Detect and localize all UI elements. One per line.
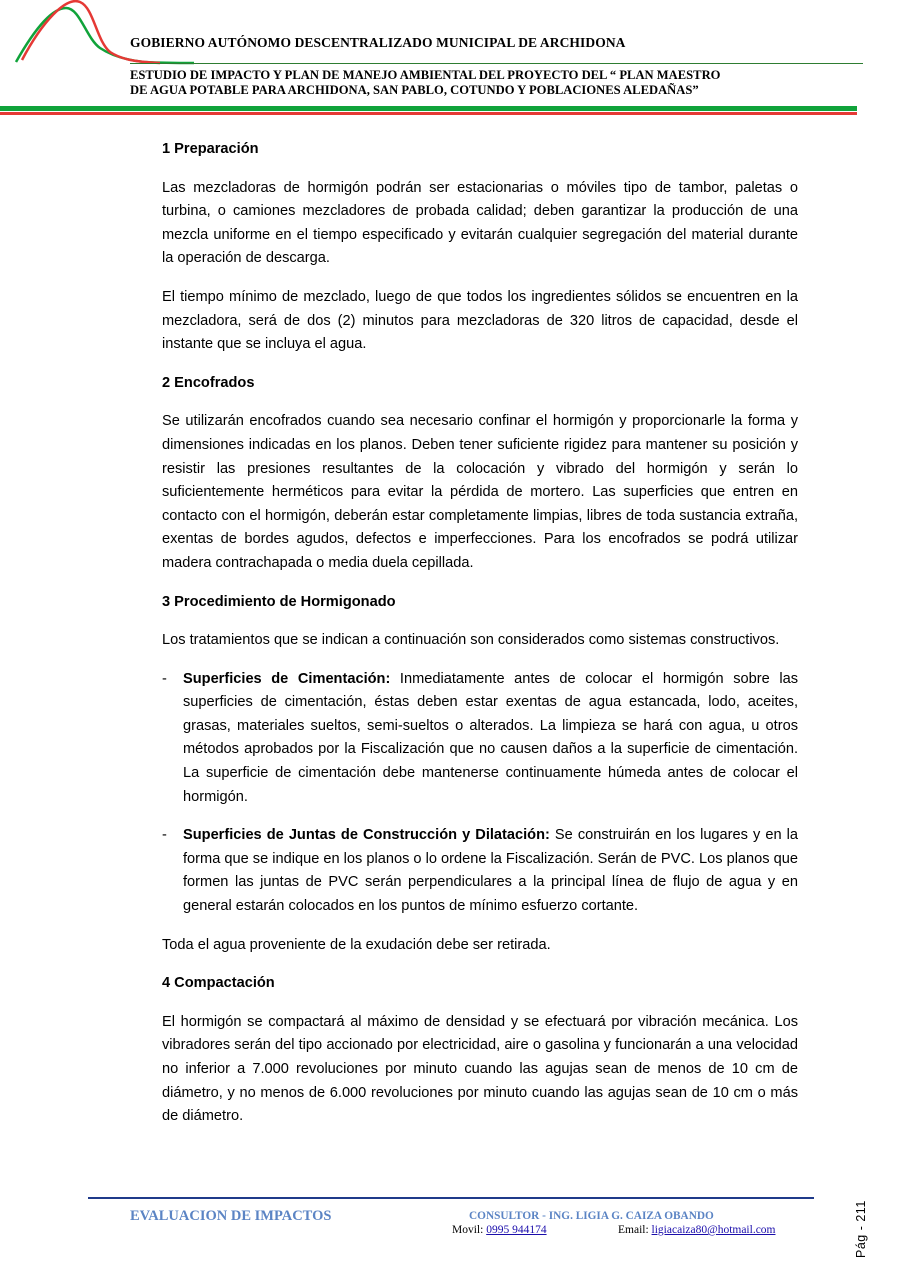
email-label: Email: (618, 1224, 652, 1236)
footer-section-name: EVALUACION DE IMPACTOS (130, 1208, 332, 1224)
list-item-term: Superficies de Cimentación: (183, 670, 391, 687)
section-heading-compactacion: 4 Compactación (162, 975, 275, 992)
header-green-band (0, 106, 857, 111)
page-number: Pág - 211 (854, 1200, 868, 1258)
paragraph: Toda el agua proveniente de la exudación debe ser retirada. (162, 936, 551, 953)
paragraph: El hormigón se compactará al máximo de densidad y se efectuará por vibración mecánica. Los vibradores serán del tipo accionado por electricidad, aire o gasolina y funcionarán a una velocidad no inferior a 7.000 revoluciones por minuto cuando las agujas sean de menos de 10 cm de diámetro, y no menos de 6.000 revoluciones por minuto cuando las agujas sean de 10 cm o más de diámetro. (162, 1013, 798, 1125)
header-subtitle (130, 68, 830, 98)
list-dash: - (162, 670, 167, 687)
email-link[interactable]: ligiacaiza80@hotmail.com (651, 1224, 776, 1236)
footer-contacts (452, 1224, 776, 1236)
paragraph: Los tratamientos que se indican a continuación son considerados como sistemas constructivos. (162, 632, 780, 649)
section-heading-encofrados: 2 Encofrados (162, 374, 255, 391)
list-item-term: Superficies de Juntas de Construcción y Dilatación: (183, 827, 550, 844)
header-red-band (0, 112, 857, 115)
header-title: GOBIERNO AUTÓNOMO DESCENTRALIZADO MUNICIPAL DE ARCHIDONA (130, 35, 626, 50)
footer-divider (88, 1197, 814, 1199)
paragraph: Las mezcladoras de hormigón podrán ser estacionarias o móviles tipo de tambor, paletas o turbina, o camiones mezcladores de probada calidad; deben garantizar la producción de una mezcla uniforme en el tiempo especificado y evitarán cualquier segregación del material durante la operación de descarga. (162, 179, 798, 267)
list-item (162, 668, 798, 810)
movil-link[interactable]: 0995 944174 (486, 1224, 547, 1236)
logo-red-wave (22, 1, 160, 63)
header-subtitle-line-1: ESTUDIO DE IMPACTO Y PLAN DE MANEJO AMBIENTAL DEL PROYECTO DEL “ PLAN MAESTRO (130, 68, 721, 82)
document-body (162, 138, 798, 1144)
movil-label: Movil: (452, 1224, 487, 1236)
section-heading-preparacion: 1 Preparación (162, 141, 259, 157)
list-item-text: Inmediatamente antes de colocar el hormigón sobre las superficies de cimentación, éstas deben estar exentas de agua estancada, lodo, aceites, grasas, materiales sueltos, semi-sueltos o alterados. La limpieza se hará con agua, u otros métodos aprobados por la Fiscalización que no causen daños a la superficie de cimentación. La superficie de cimentación debe mantenerse continuamente húmeda antes de colocar el hormigón. (183, 670, 798, 805)
header-subtitle-line-2: DE AGUA POTABLE PARA ARCHIDONA, SAN PABLO, COTUNDO Y POBLACIONES ALEDAÑAS” (130, 83, 699, 97)
footer-email (618, 1224, 776, 1236)
paragraph: El tiempo mínimo de mezclado, luego de que todos los ingredientes sólidos se encuentren en la mezcladora, será de dos (2) minutos para mezcladoras de 320 litros de capacidad, desde el instante que se incluya el agua. (162, 288, 798, 353)
list-dash: - (162, 827, 167, 844)
section-heading-hormigonado: 3 Procedimiento de Hormigonado (162, 593, 396, 610)
list-item (162, 824, 798, 918)
list-item-text: Se construirán en los lugares y en la forma que se indique en los planos o lo ordene la Fiscalización. Serán de PVC. Los planos que formen las juntas de PVC serán perpendiculares a la principal línea de flujo de agua y en general estarán colocados en los puntos de mínimo esfuerzo cortante. (183, 827, 798, 915)
paragraph: Se utilizarán encofrados cuando sea necesario confinar el hormigón y proporcionarle la forma y dimensiones indicadas en los planos. Deben tener suficiente rigidez para mantener su posición y resistir las presiones resultantes de la colocación y vibrado del hormigón y serán lo suficientemente herméticos para evitar la pérdida de mortero. Las superficies que entren en contacto con el hormigón, deberán estar completamente limpias, libres de toda sustancia extraña, exentas de bordes agudos, defectos e imperfecciones. Para los encofrados se podrá utilizar madera contrachapada o media duela cepillada. (162, 413, 798, 571)
footer-consultor: CONSULTOR - ING. LIGIA G. CAIZA OBANDO (469, 1210, 714, 1222)
header-divider (130, 63, 863, 64)
